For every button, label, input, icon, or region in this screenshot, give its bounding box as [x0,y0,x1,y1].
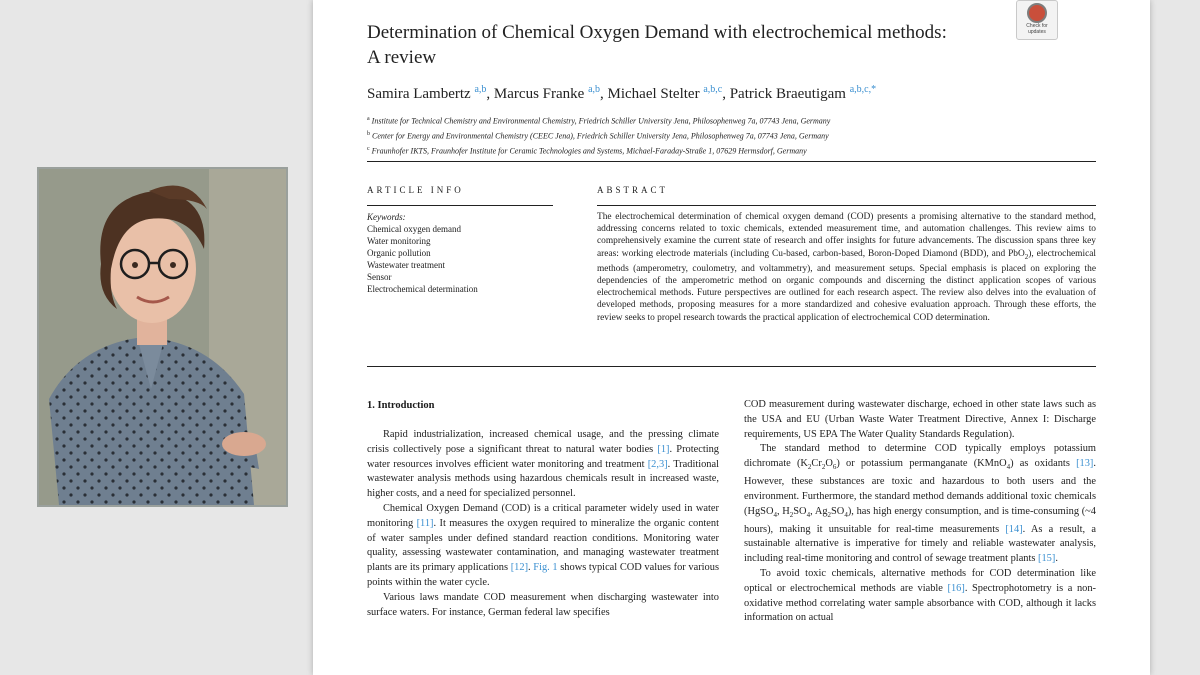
author-affiliation-mark[interactable]: a,b,c [703,84,723,95]
affiliation-item [367,143,830,158]
keyword-item: Organic pollution [367,248,431,258]
affiliation-text: Institute for Technical Chemistry and Environmental Chemistry, Friedrich Schiller University Jena, Philosophenweg 7a, 07743 Jena, Germany [371,116,831,126]
affiliation-mark: b [367,131,370,138]
abstract-bottom-divider [367,366,1096,367]
citation-link[interactable]: [14] [1005,523,1023,535]
citation-link[interactable]: [16] [947,582,965,594]
title-line-1: Determination of Chemical Oxygen Demand with electrochemical methods: [367,22,947,43]
abstract-heading: ABSTRACT [597,185,669,195]
abstract-divider [597,205,1096,206]
body-column-left [367,428,719,620]
article-info-divider [367,205,553,206]
body-column-right [744,398,1096,626]
author-name: Samira Lambertz [367,86,471,102]
affiliation-text: Center for Energy and Environmental Chemistry (CEEC Jena), Friedrich Schiller University Jena, Philosophenweg 7a, 07743 Jena, Germany [372,131,829,141]
author-name: Michael Stelter [607,86,700,102]
keywords-list [367,211,478,295]
affiliations [367,113,830,158]
figure-link[interactable]: Fig. 1 [533,562,558,574]
keyword-item: Wastewater treatment [367,260,445,270]
affiliation-text: Fraunhofer IKTS, Fraunhofer Institute for Ceramic Technologies and Systems, Michael-Faraday-Straße 1, 07629 Hermsdorf, Germany [371,146,807,156]
check-for-updates-badge[interactable] [1016,0,1058,40]
badge-label: Check for updates [1026,23,1048,35]
affiliation-item [367,128,830,143]
author-affiliation-mark[interactable]: a,b [474,84,487,95]
citation-link[interactable]: [11] [416,517,434,529]
keyword-item: Water monitoring [367,236,431,246]
update-icon [1027,3,1047,23]
paragraph: COD measurement during wastewater discharge, echoed in other state laws such as the USA and EU (Urban Waste Water Treatment Directive, Annex I: Discharge requirements, US EPA The Water Quality Standards Regulation). [744,399,1096,440]
paragraph: Rapid industrialization, increased chemical usage, and the pressing climate crisis collectively pose a significant threat to natural water bodies [1]. Protecting water resources involves efficient water monitoring and treatment [2,3]. Traditional wastewater analysis methods using hazardous chemicals result in increased waste, higher costs, and a need for specialized personnel. [367,429,720,500]
affiliation-mark: c [367,146,370,153]
paragraph: Chemical Oxygen Demand (COD) is a critical parameter widely used in water monitoring [11]. It measures the oxygen required to mineralize the organic content of water samples under defined standard reaction conditions. Monitoring water quality, assessing wastewater contamination, and managing wastewater treatment plants are its primary applications [12]. Fig. 1 shows typical COD values for various points within the water cycle. [367,502,719,588]
author-name: Patrick Braeutigam [729,86,846,102]
citation-link[interactable]: [2,3] [647,458,668,470]
author-affiliation-mark[interactable]: a,b [588,84,601,95]
author-portrait-illustration [39,169,286,505]
affiliation-mark: a [367,116,370,122]
paragraph: Various laws mandate COD measurement when discharging wastewater into surface waters. For instance, German federal law specifies [367,591,719,618]
keyword-item: Chemical oxygen demand [367,224,461,234]
citation-link[interactable]: [15] [1038,553,1056,565]
abstract-text: The electrochemical determination of chemical oxygen demand (COD) presents a promising alternative to the standard method, addressing concerns related to toxic chemicals, extended measurement time, and automation challenges. This review aims to comprehensively examine the current state of research and offer insights for future advancements. The discussion spans three key areas: working electrode materials (including Cu-based, carbon-based, Boron-Doped Diamond (BDD), and PbO$_2$), electrochemical methods (amperometry, coulometry, and voltammetry), and measurement setups. Special emphasis is placed on exploring the dependencies of the amperometric method on organic compounds and discerning the distinct application scopes of various electrochemical methods. Future perspectives are outlined for each research aspect. The review also delves into the evaluation of developed methods, proposing measures for a more standardized and cohesive evaluation approach. Through these efforts, the review seeks to propel research towards the practical application of electrochemical COD determination. [597,212,1097,323]
paragraph: The standard method to determine COD typically employs potassium dichromate $(K_2Cr_2O_6)$ or potassium permanganate (KMnO$_4$) as oxidants [13]. However, these substances are toxic and hazardous to both users and the environment. Furthermore, the standard method demands additional toxic chemicals (HgSO$_4$, $H_2SO_4$, $Ag_2SO_4$), has high energy consumption, and is time-consuming (~4 hours), making it unsuitable for real-time measurements [14]. As a result, a sustainable alternative is imperative for timely and reliable wastewater analysis, including real-time monitoring and control of sewage treatment plants [15]. [744,443,1097,565]
citation-link[interactable]: [13] [1076,458,1094,470]
citation-link[interactable]: [12] [510,562,529,574]
author-list: Samira Lambertz $^{a,b}$, Marcus Franke $^{a,b}$, Michael Stelter $^{a,b,c}$, Patrick Braeutigam $^{a,b,c,*}$ [367,84,877,102]
header-divider [367,161,1096,162]
keyword-item: Electrochemical determination [367,284,478,294]
paragraph: To avoid toxic chemicals, alternative methods for COD determination like optical or electrochemical methods are viable [16]. Spectrophotometry is a non-oxidative method correlating water sample absorbance with COD, although it lacks information on actual [744,567,1096,624]
author-photo [37,167,288,507]
introduction-heading: 1. Introduction [367,400,435,411]
citation-link[interactable]: [1] [657,443,670,455]
title-line-2: A review [367,47,437,68]
paper-page [313,0,1150,675]
paper-title [367,20,1027,70]
keywords-label: Keywords: [367,212,406,222]
author-name: Marcus Franke [493,86,585,102]
keyword-item: Sensor [367,272,392,282]
article-info-heading: ARTICLE INFO [367,185,464,195]
affiliation-item [367,113,830,128]
author-affiliation-mark[interactable]: a,b,c,* [849,84,877,95]
